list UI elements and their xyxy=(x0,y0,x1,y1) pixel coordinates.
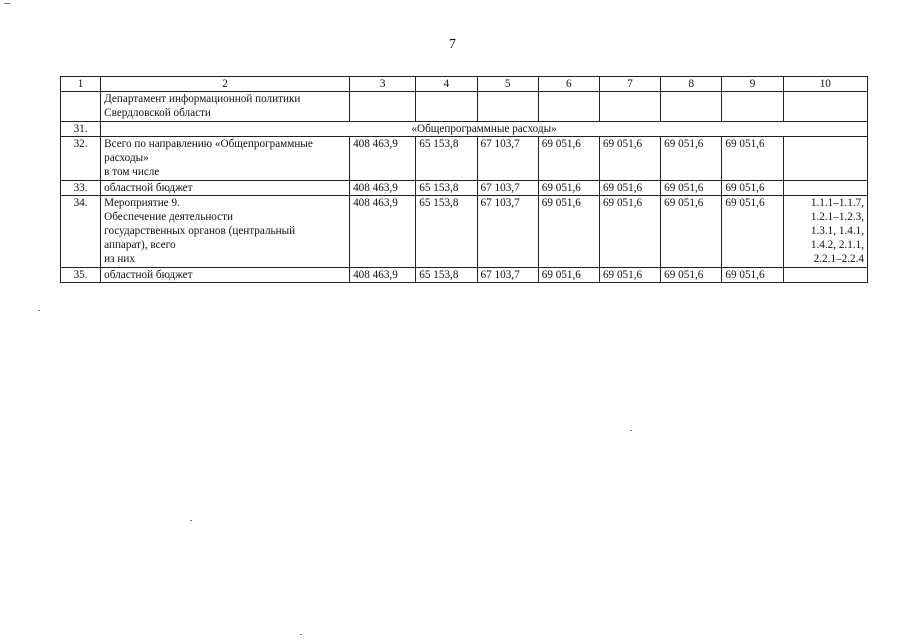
value-cell: 67 103,7 xyxy=(477,268,538,283)
department-row xyxy=(61,92,868,122)
value-cell: 67 103,7 xyxy=(477,196,538,268)
value-cell: 69 051,6 xyxy=(722,137,783,181)
value-cell: 69 051,6 xyxy=(722,196,783,268)
value-cell: 69 051,6 xyxy=(538,181,599,196)
header-cell: 9 xyxy=(722,77,783,92)
table-row xyxy=(61,137,868,181)
value-cell: 69 051,6 xyxy=(661,196,722,268)
header-row xyxy=(61,77,868,92)
reference-cell xyxy=(783,268,867,283)
header-cell: 1 xyxy=(61,77,101,92)
page-number: 7 xyxy=(449,37,456,52)
header-cell: 7 xyxy=(599,77,660,92)
row-number: 33. xyxy=(61,181,101,196)
header-cell: 3 xyxy=(350,77,416,92)
row-description: Мероприятие 9. Обеспечение деятельности государственных органов (центральный аппарат), всего из них xyxy=(101,196,350,268)
department-name: Департамент информационной политики Свердловской области xyxy=(101,92,350,122)
row-number: 34. xyxy=(61,196,101,268)
value-cell: 408 463,9 xyxy=(350,181,416,196)
value-cell: 69 051,6 xyxy=(538,137,599,181)
value-cell: 65 153,8 xyxy=(416,196,477,268)
row-description: областной бюджет xyxy=(101,181,350,196)
value-cell: 69 051,6 xyxy=(722,268,783,283)
value-cell: 69 051,6 xyxy=(661,181,722,196)
value-cell: 69 051,6 xyxy=(599,268,660,283)
value-cell: 69 051,6 xyxy=(722,181,783,196)
value-cell: 69 051,6 xyxy=(599,196,660,268)
header-cell: 6 xyxy=(538,77,599,92)
value-cell: 408 463,9 xyxy=(350,137,416,181)
reference-cell xyxy=(783,137,867,181)
value-cell: 65 153,8 xyxy=(416,137,477,181)
section-row xyxy=(61,122,868,137)
header-cell: 10 xyxy=(783,77,867,92)
value-cell: 67 103,7 xyxy=(477,181,538,196)
header-cell: 8 xyxy=(661,77,722,92)
header-cell: 2 xyxy=(101,77,350,92)
section-title: «Общепрограммные расходы» xyxy=(101,122,868,137)
row-number: 32. xyxy=(61,137,101,181)
scan-speck xyxy=(4,3,10,4)
value-cell: 65 153,8 xyxy=(416,181,477,196)
value-cell: 408 463,9 xyxy=(350,268,416,283)
scan-speck xyxy=(300,634,302,635)
row-description: Всего по направлению «Общепрограммные расходы» в том числе xyxy=(101,137,350,181)
value-cell: 69 051,6 xyxy=(661,137,722,181)
reference-cell xyxy=(783,181,867,196)
row-number: 31. xyxy=(61,122,101,137)
value-cell: 67 103,7 xyxy=(477,137,538,181)
header-cell: 5 xyxy=(477,77,538,92)
table-row xyxy=(61,196,868,268)
row-number-cell xyxy=(61,92,101,122)
budget-table xyxy=(60,76,868,283)
row-number: 35. xyxy=(61,268,101,283)
table-row xyxy=(61,268,868,283)
header-cell: 4 xyxy=(416,77,477,92)
value-cell: 69 051,6 xyxy=(538,268,599,283)
row-description: областной бюджет xyxy=(101,268,350,283)
value-cell: 65 153,8 xyxy=(416,268,477,283)
table-row xyxy=(61,181,868,196)
value-cell: 69 051,6 xyxy=(599,181,660,196)
value-cell: 69 051,6 xyxy=(661,268,722,283)
scan-speck xyxy=(630,430,632,431)
scan-speck xyxy=(190,520,192,521)
scan-speck xyxy=(38,310,40,311)
reference-cell: 1.1.1–1.1.7, 1.2.1–1.2.3, 1.3.1, 1.4.1, 1.4.2, 2.1.1, 2.2.1–2.2.4 xyxy=(783,196,867,268)
value-cell: 69 051,6 xyxy=(538,196,599,268)
value-cell: 69 051,6 xyxy=(599,137,660,181)
value-cell: 408 463,9 xyxy=(350,196,416,268)
